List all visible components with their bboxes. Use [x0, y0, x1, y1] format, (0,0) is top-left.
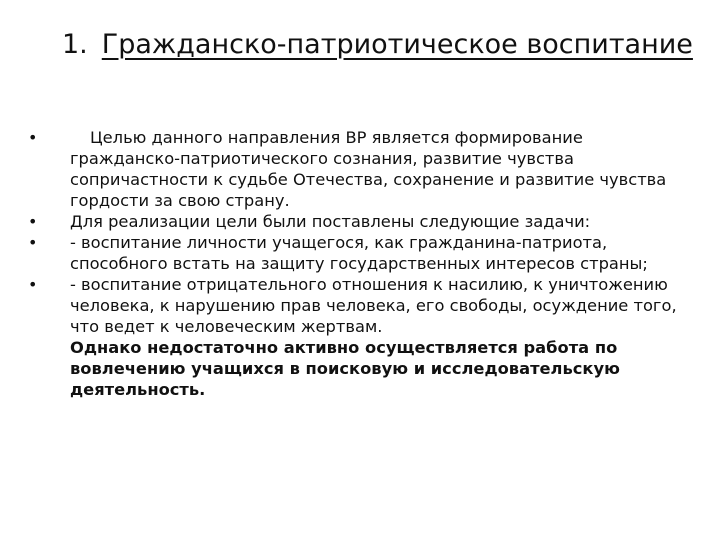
bullet-text-tasks: Для реализации цели были поставлены следующие задачи:: [70, 212, 591, 231]
bullet-icon: •: [28, 275, 38, 294]
bullet-item-violence: [28, 274, 688, 400]
bullet-text-conclusion: Однако недостаточно активно осуществляется работа по вовлечению учащихся в поисковую и исследовательскую деятельность.: [70, 338, 620, 399]
bullet-icon: •: [28, 212, 38, 231]
bullet-icon: •: [28, 128, 38, 147]
title-number: 1.: [62, 29, 88, 60]
slide-title: [62, 28, 693, 62]
bullet-item-tasks: [28, 211, 688, 232]
bullet-item-goal: [28, 127, 688, 211]
bullet-text-goal: [70, 127, 688, 211]
goal-text: Целью данного направления ВР является формирование гражданско-патриотического сознания, развитие чувства сопричастности к судьбе Отечества, сохранение и развитие чувства гордости за свою страну.: [70, 128, 667, 210]
bullet-text-violence: - воспитание отрицательного отношения к насилию, к уничтожению человека, к нарушению прав человека, его свободы, осуждение того, что ведет к человеческим жертвам.: [70, 275, 677, 336]
bullet-list: [28, 127, 688, 400]
bullet-text-patriot: - воспитание личности учащегося, как гражданина-патриота, способного встать на защиту государственных интересов страны;: [70, 233, 648, 273]
bullet-item-patriot: [28, 232, 688, 274]
title-text: Гражданско-патриотическое воспитание: [101, 29, 693, 60]
bullet-icon: •: [28, 233, 38, 252]
